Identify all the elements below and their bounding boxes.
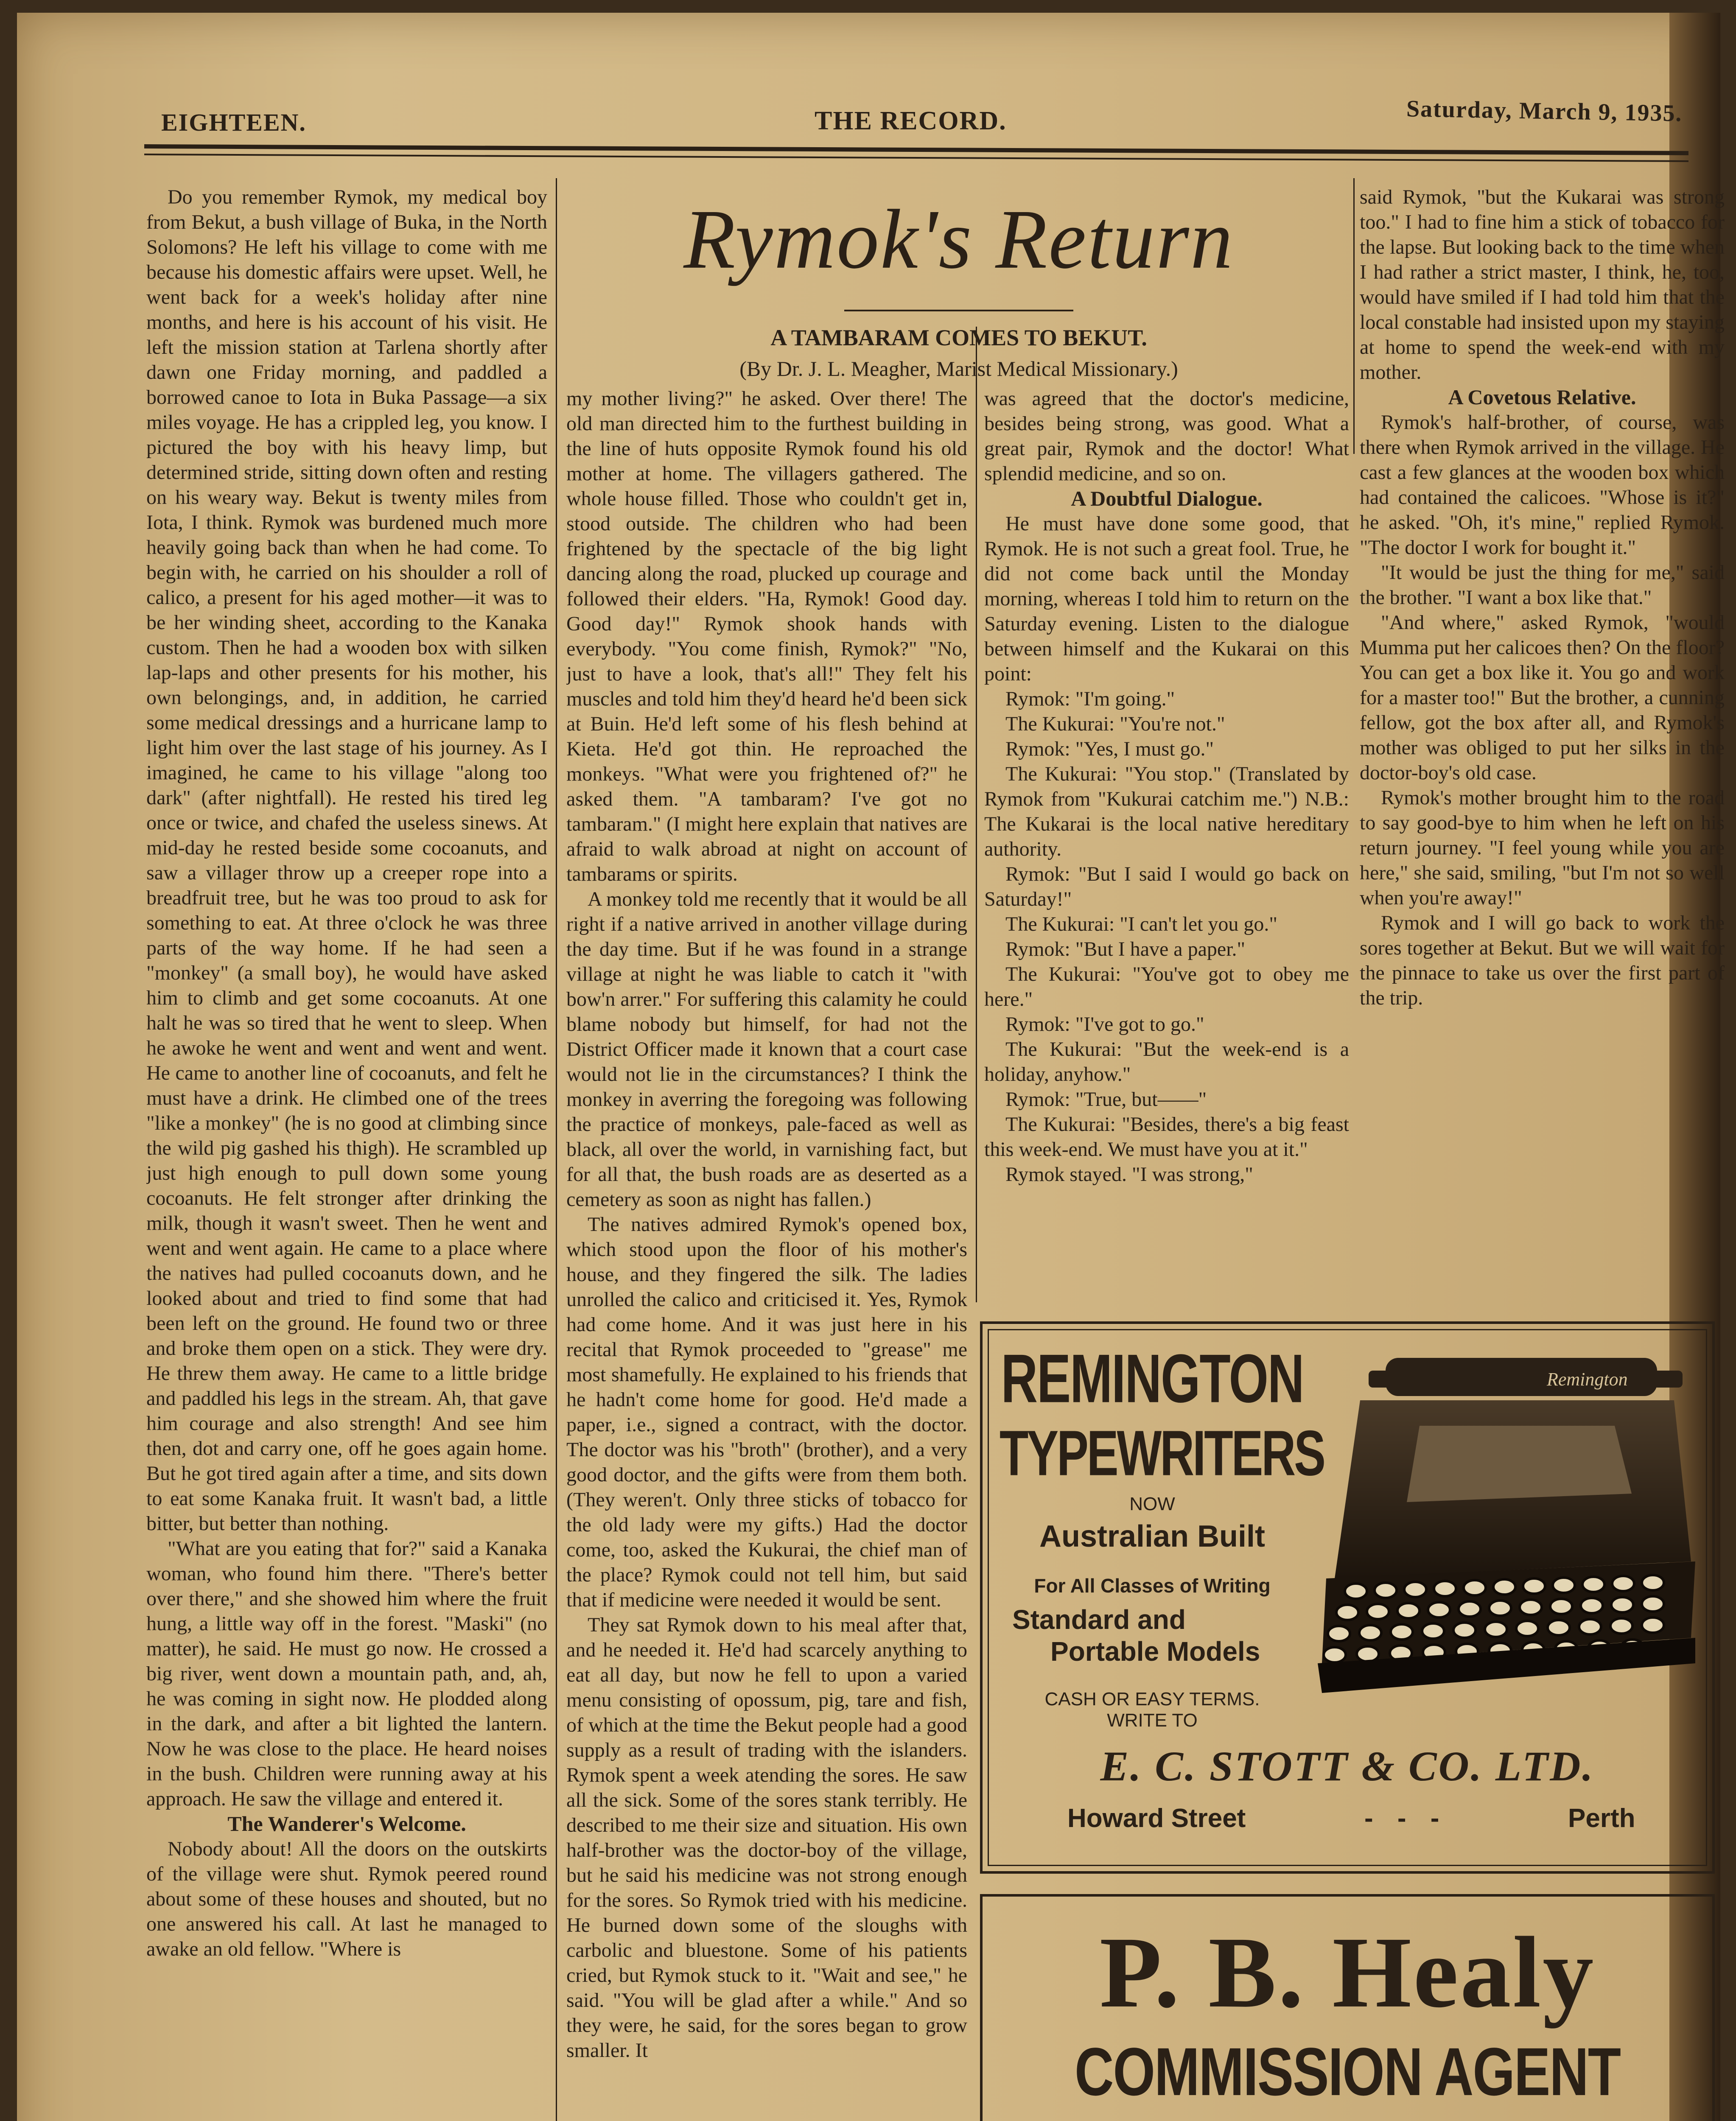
typewriters-heading: TYPEWRITERS (1000, 1417, 1324, 1489)
typewriter-key (1328, 1626, 1350, 1641)
article-column-3 (984, 386, 1349, 1298)
typewriter-key (1610, 1618, 1632, 1634)
typewriter-key (1520, 1600, 1542, 1615)
typewriter-key (1336, 1605, 1358, 1620)
healy-role: COMMISSION AGENT (1075, 2034, 1620, 2110)
paragraph: Rymok's half-brother, of course, was there when Rymok arrived in the village. He cast a few glances at the wooden box which had contained the calicoes. "Whose is it?" he asked. "Oh, it's mine," replied Rymok. "The doctor I work for bought it." (1360, 411, 1725, 559)
platen-knob (1649, 1371, 1683, 1388)
section-heading: The Wanderer's Welcome. (227, 1812, 466, 1836)
typewriter-key (1324, 1647, 1346, 1662)
paragraph: He must have done some good, that Rymok. He is not such a great fool. True, he did not come back until the Monday morning, whereas I told him to return on the Saturday evening. Listen to the dialogue between himself and the Kukarai on this point: (984, 512, 1349, 685)
ad-text: Perth (1568, 1804, 1635, 1833)
typewriter-key (1357, 1646, 1379, 1662)
typewriter-illustration (1309, 1341, 1700, 1723)
ad-text: NOW (1129, 1494, 1175, 1514)
ad-text: Australian Built (1039, 1519, 1266, 1553)
typewriter-key (1642, 1596, 1664, 1612)
ad-text: - - - (1364, 1804, 1448, 1833)
header-rule-thick (144, 144, 1688, 155)
column-rule (976, 327, 977, 1302)
dialogue-line: Rymok: "I'm going." (1005, 688, 1175, 710)
article-column-4 (1360, 185, 1725, 1298)
typewriter-key (1345, 1584, 1367, 1599)
dialogue-line: The Kukurai: "But the week-end is a holiday, anyhow." (984, 1038, 1349, 1086)
typewriter-key (1612, 1576, 1634, 1591)
paragraph: was agreed that the doctor's medicine, besides being strong, was good. What a great pair, Rymok and the doctor! What splendid medicine, and so on. (984, 387, 1349, 485)
typewriter-key (1550, 1599, 1572, 1614)
dialogue-line: Rymok: "Yes, I must go." (1005, 738, 1214, 760)
dialogue-line: The Kukurai: "You're not." (1005, 713, 1225, 735)
ad-text: Howard Street (1067, 1804, 1246, 1833)
typewriter-key (1453, 1623, 1476, 1638)
paragraph: "What are you eating that for?" said a Kanaka woman, who found him there. "There's better over there," and she showed him where the fruit hung, a little way off in the forest. "Maski" (no matter), he said. He must go now. He crossed a big river, went down a mountain path, and, ah, he was coming in sight now. He plodded along in the dark, and after a bit lighted the lantern. Now he was close to the place. He heard noises in the bush. Children were running away at his approach. He saw the village and entered it. (146, 1537, 547, 1810)
remington-heading: REMINGTON (1001, 1340, 1304, 1417)
typewriter-key (1464, 1580, 1486, 1595)
ad-text: CASH OR EASY TERMS. (1044, 1689, 1260, 1710)
typewriter-key (1642, 1575, 1664, 1590)
typewriter-key (1489, 1601, 1511, 1616)
typewriter-key (1553, 1578, 1575, 1593)
paragraph: The natives admired Rymok's opened box, which stood upon the floor of his mother's house, and they fingered the silk. The ladies unrolled the calico and criticised it. Yes, Rymok had come home. And it was just here in his recital that Rymok proceeded to "grease" me most shamefully. He explained to his friends that he hadn't come home for good. He'd made a paper, i.e., signed a contract, with the doctor. The doctor was his "broth" (brother), and a very good doctor, and the gifts were from them both. (They weren't. Only three sticks of tobacco for the old lady were my gifts.) Had the doctor come, too, asked the Kukurai, the chief man of the place? Rymok could not tell him, but said that if medicine were needed it would be sent. (566, 1213, 967, 1611)
typewriter-key (1523, 1578, 1545, 1594)
typewriter-key (1493, 1579, 1515, 1595)
typewriter-key (1434, 1581, 1456, 1596)
paragraph: "And where," asked Rymok, "would Mumma put her calicoes then? On the floor? You can get a box like it. You go and work for a master too!" But the brother, a cunning fellow, got the box after all, and Rymok's mother was obliged to put her silks in the doctor-boy's old case. (1360, 611, 1725, 784)
column-rule (1353, 178, 1355, 454)
section-heading: A Covetous Relative. (1448, 385, 1636, 409)
paragraph: Rymok and I will go back to work the sores together at Bekut. But we will wait for the pinnace to take us over the first part of the trip. (1360, 912, 1725, 1009)
header-rule-thin (144, 154, 1688, 162)
paragraph: Do you remember Rymok, my medical boy from Bekut, a bush village of Buka, in the North Solomons? He left his village to come with me because his domestic affairs were upset. Well, he went back for a week's holiday after nine months, and here is his account of his visit. He left the mission station at Tarlena shortly after dawn one Friday morning, and paddled a borrowed canoe to Iota in Buka Passage—a six miles voyage. He has a crippled leg, you know. I pictured the boy with his heavy limp, but determined stride, sitting down often and resting on his weary way. Bekut is twenty miles from Iota, I think. Rymok was burdened much more heavily going back than when he had come. To begin with, he carried on his shoulder a roll of calico, a present for his aged mother—it was to be her winding sheet, according to the Kanaka custom. Then he had a wooden box with silken lap-laps and other presents for his mother, his own belongings, and, in addition, he carried some medical dressings and a hurricane lamp to light him over the last stage of his journey. As I imagined, he came to his village "along too dark" (after nightfall). He rested his tired leg once or twice, and chafed the useless sinews. At mid-day he rested beside some cocoanuts, and saw a villager throw up a creeper rope into a breadfruit tree, but he was too proud to ask for something to eat. At three o'clock he was three parts of the way home. If he had seen a "monkey" (a small boy), he would have asked him to climb and get some cocoanuts. At one halt he was so tired that he went to sleep. When he awoke he went and went and went and went. He came to another line of cocoanuts, and felt he must have a drink. He climbed one of the trees "like a monkey" (he is no good at climbing since the wild pig gashed his thigh). He scrambled up just high enough to pull down some young cocoanuts. He felt stronger after drinking the milk, though it wasn't sweet. Then he went and went and went again. He came to a place where the natives had pulled cocoanuts down, and he looked about and tried to find some that had been left on the ground. He found two or three and broke them open on a stick. They were dry. He threw them away. He came to a little bridge and paddled his legs in the stream. Ah, that gave him courage and also strength! And see him then, dot and carry one, off he goes again home. But he got tired again after a time, and sits down to eat some Kanaka fruit. It wasn't bad, a little bitter, but better than nothing. (146, 186, 547, 1535)
article-column-2 (566, 386, 967, 2121)
dialogue-line: The Kukurai: "You've got to obey me here." (984, 963, 1349, 1010)
ad-text: Portable Models (1050, 1636, 1260, 1667)
typewriter-key (1611, 1597, 1633, 1612)
article-byline: (By Dr. J. L. Meagher, Marist Medical Missionary.) (739, 357, 1178, 381)
paragraph: my mother living?" he asked. Over there! The old man directed him to the furthest building in the line of huts opposite Rymok found his old mother at home. The villagers gathered. The whole house filled. Those who couldn't get in, stood outside. The children who had been frightened by the spectacle of the big light dancing along the road, plucked up courage and followed their elders. "Ha, Rymok! Good day. Good day!" Rymok shook hands with everybody. "You come finish, Rymok?" "No, just to have a look, that's all!" They felt his muscles and told him they'd heard he'd been sick at Buin. He'd left some of his flesh behind at Kieta. He'd got thin. He reproached the monkeys. "What were you frightened of?" he asked them. "A tambaram? I've got no tambaram." (I might here explain that natives are afraid to walk abroad at night on account of tambarams or spirits. (566, 387, 967, 885)
typewriter-key (1516, 1621, 1538, 1636)
dialogue-line: The Kukurai: "You stop." (Translated by Rymok from "Kukurai catchim me.") N.B.: The Kukarai is the local native hereditary authority. (984, 763, 1349, 860)
paper-name: THE RECORD. (815, 106, 1007, 135)
paragraph: Rymok's mother brought him to the road to say good-bye to him when he left on his return journey. "I feel young while you are here," she said, smiling, "but I'm not so well when you're away!" (1360, 786, 1725, 909)
article-title: Rymok's Return (683, 193, 1234, 286)
paragraph: Rymok stayed. "I was strong," (1005, 1163, 1253, 1186)
paragraph: said Rymok, "but the Kukarai was strong too." I had to fine him a stick of tobacco for the lapse. But looking back to the time when I had rather a strict master, I think, he, too, would have smiled if I had told him that the local constable had insisted upon my staying at home to spend the week-end with my mother. (1360, 186, 1725, 383)
typewriter-key (1579, 1619, 1601, 1634)
dialogue-line: Rymok: "True, but——" (1005, 1088, 1207, 1111)
typewriter-key (1375, 1583, 1397, 1598)
platen-knob (1369, 1371, 1394, 1388)
ad-text: WRITE TO (1107, 1710, 1198, 1731)
dialogue-line: The Kukurai: "I can't let you go." (1005, 913, 1277, 935)
newspaper-page (17, 13, 1725, 2121)
typewriter-key (1642, 1617, 1664, 1633)
ad-text: For All Classes of Writing (1034, 1575, 1271, 1597)
dialogue-line: Rymok: "But I said I would go back on Saturday!" (984, 863, 1349, 910)
typewriter-key (1367, 1604, 1389, 1619)
issue-date: Saturday, March 9, 1935. (1406, 95, 1683, 127)
typewriter-key (1582, 1577, 1604, 1592)
typewriter-key (1485, 1622, 1507, 1637)
ad-text: Standard and (1012, 1604, 1186, 1635)
typewriter-key (1391, 1624, 1413, 1640)
paragraph: They sat Rymok down to his meal after that, and he needed it. He'd had scarcely anything to eat all day, but now he fell to upon a varied menu consisting of opossum, pig, tare and fish, of which at the time the Bekut people had a good supply as a result of trading with the islanders. Rymok spent a week atending the sores. He saw all the sick. Some of the sores stank terribly. He described to me their size and situation. His own half-brother was the doctor-boy of the village, but he said his medicine was not strong enough for the sores. So Rymok tried with his medicine. He burned down some of the sloughs with carbolic and bluestone. Some of his patients cried, but Rymok stuck to it. "Wait and see," he said. "You will be glad after a while." And so they were, he said, for the sores began to grow smaller. It (566, 1614, 967, 2062)
typewriter-key (1428, 1602, 1450, 1617)
typewriter-key (1581, 1598, 1603, 1613)
dialogue-line: The Kukurai: "Besides, there's a big feast this week-end. We must have you at it." (984, 1113, 1349, 1161)
paragraph: A monkey told me recently that it would be all right if a native arrived in another village during the day time. But if he was found in a strange village at night he was liable to catch it "with bow'n arrer." For suffering this calamity he could blame nobody but himself, for had not the District Officer made it known that a court case would not lie in the circumstances? I think the monkey in averring the foregoing was following the practice of monkeys, pale-faced as well as black, all over the world, in varnishing fact, but for all that, the bush roads are as deserted as a cemetery as soon as night has fallen.) (566, 888, 967, 1211)
typewriter-key (1397, 1603, 1420, 1618)
article-column-1 (146, 185, 547, 2121)
typewriter-brand: Remington (1547, 1369, 1628, 1390)
remington-ad (980, 1321, 1715, 1874)
dialogue-line: Rymok: "But I have a paper." (1005, 938, 1246, 960)
healy-name: P. B. Healy (1099, 1916, 1596, 2029)
typebar-basket (1407, 1426, 1632, 1502)
title-rule (844, 310, 1073, 311)
typewriter-key (1404, 1582, 1426, 1597)
paragraph: Nobody about! All the doors on the outskirts of the village were shut. Rymok peered round about some of these houses and shouted, but no one answered his call. At last he managed to awake an old fellow. "Where is (146, 1838, 547, 1960)
typewriter-key (1548, 1620, 1570, 1635)
paragraph: "It would be just the thing for me," said the brother. "I want a box like that." (1360, 561, 1725, 609)
section-heading: A Doubtful Dialogue. (1071, 487, 1263, 510)
typewriter-key (1359, 1625, 1381, 1640)
stott-company: E. C. STOTT & CO. LTD. (1100, 1743, 1595, 1790)
healy-ad (980, 1894, 1715, 2121)
typewriter-key (1422, 1623, 1444, 1639)
article-subtitle: A TAMBARAM COMES TO BEKUT. (770, 325, 1147, 350)
dialogue-line: Rymok: "I've got to go." (1005, 1013, 1204, 1035)
page-number: EIGHTEEN. (161, 109, 306, 136)
column-rule (556, 178, 557, 2121)
typewriter-key (1459, 1601, 1481, 1617)
